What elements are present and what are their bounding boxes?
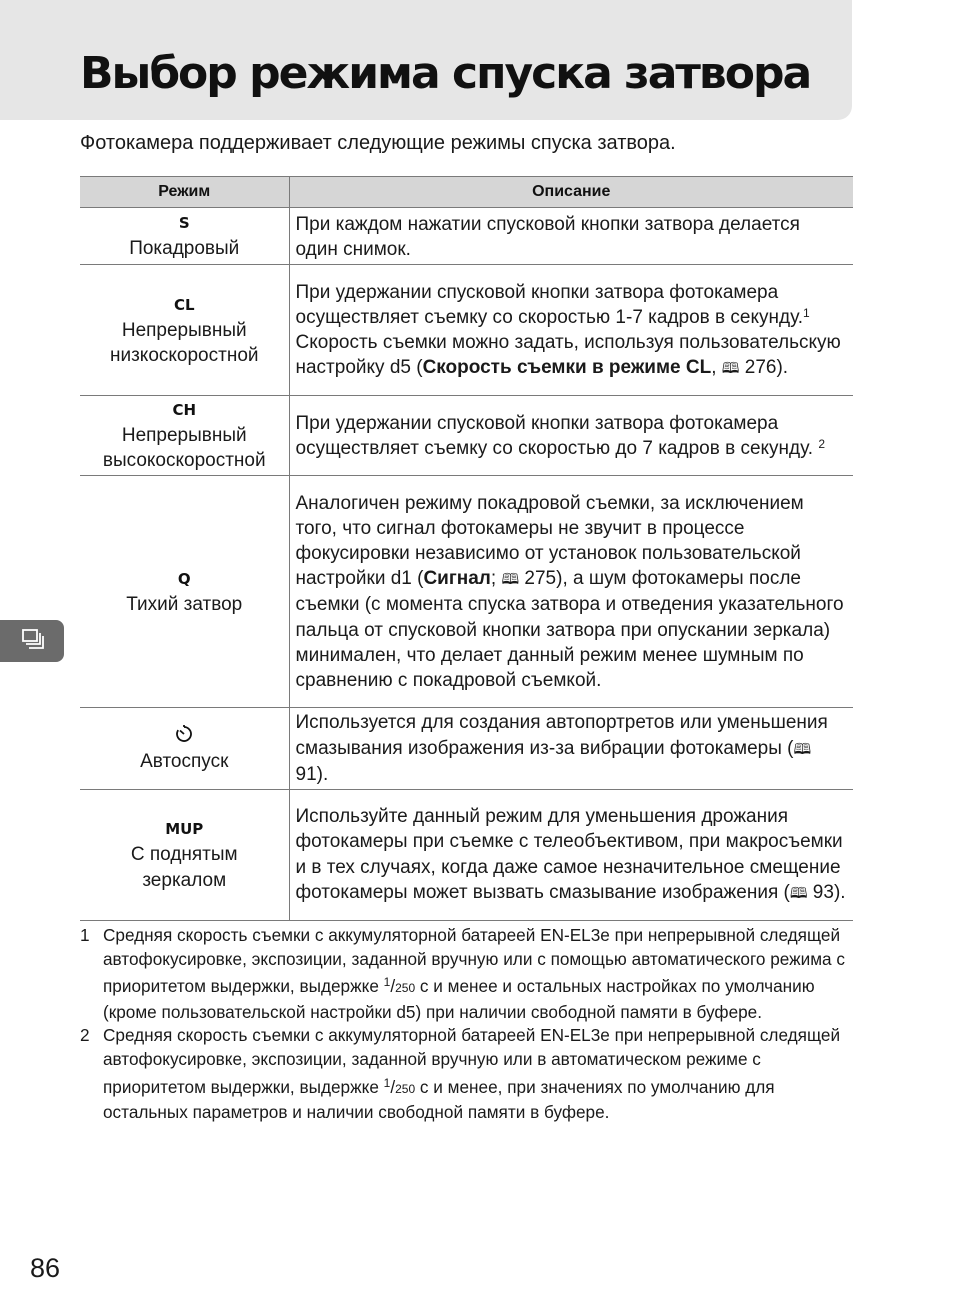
page-reference: 93). [807, 881, 846, 903]
footnote-number: 1 [80, 925, 90, 945]
self-timer-icon [174, 724, 194, 744]
side-tab [0, 620, 64, 662]
description-text: Аналогичен режиму покадровой съемки, за исключением того, что сигнал фотокамеры не звучит в процессе фокусировки независимо от установок пользовательской настройки d1 ( [295, 492, 804, 590]
mode-symbol-quiet: Q [177, 569, 191, 588]
footnotes [80, 924, 860, 1125]
mode-name: Тихий затвор [126, 593, 243, 615]
footnote-ref: 1 [802, 305, 810, 320]
page-reference: 275), а шум фотокамеры после съемки (с момента спуска затвора и отведения указательного пальца от спусковой кнопки затвора при опускании зеркала) минимален, что делает данный режим менее шумным по сравнению с покадровой съемкой. [295, 568, 844, 692]
description-text: При каждом нажатии спусковой кнопки затвора делается один снимок. [295, 214, 800, 261]
intro-text: Фотокамера поддерживает следующие режимы спуска затвора. [80, 132, 676, 154]
setting-name: Скорость съемки в режиме CL [422, 357, 712, 379]
book-icon: 🕮 [721, 359, 740, 378]
mode-cell [80, 396, 289, 476]
description-cell [289, 208, 853, 265]
footnote: 1 Средняя скорость съемки с аккумуляторной батареей EN-EL3e при непрерывной следящей автофокусировке, экспозиции, заданной вручную или с помощью автоматического режима с приоритетом выдержки, выдержке $^1$/250 с и менее и остальных настройках по умолчанию (кроме пользовательской настройки d5) при наличии свободной памяти в буфере. [80, 924, 860, 1024]
table-row [80, 708, 853, 790]
description-cell [289, 708, 853, 790]
mode-symbol-mup: MUP [165, 820, 204, 839]
page-number: 86 [30, 1253, 61, 1283]
fraction-numerator: 1 [383, 975, 391, 990]
fraction-numerator: 1 [383, 1075, 391, 1090]
fraction-denominator: 250 [395, 981, 416, 996]
fraction-denominator: 250 [395, 1081, 416, 1096]
mode-name: Покадровый [129, 238, 240, 260]
mode-name: низкоскоростной [109, 344, 259, 366]
description-cell [289, 396, 853, 476]
release-modes-table [80, 176, 853, 921]
footnote-text: Средняя скорость съемки с аккумуляторной батареей EN-EL3e при непрерывной следящей автофокусировке, экспозиции, заданной вручную или с помощью автоматического режима с приоритетом выдержки, выдержке [103, 925, 845, 997]
table-row [80, 208, 853, 265]
mode-name: С поднятым [130, 844, 238, 866]
mode-name: высокоскоростной [102, 450, 266, 472]
description-text: При удержании спусковой кнопки затвора фотокамера осуществляет съемку со скоростью 1-7 кадров в секунду. [295, 281, 803, 328]
mode-name: Непрерывный [121, 425, 247, 447]
footnote: 2 Средняя скорость съемки с аккумуляторной батареей EN-EL3e при непрерывной следящей автофокусировке, экспозиции, заданной вручную или в автоматическом режиме с приоритетом выдержки, выдержке $^1$/250 с и менее, при значениях по умолчанию для остальных параметров и наличии свободной памяти в буфере. [80, 1024, 860, 1124]
description-cell [289, 265, 853, 396]
mode-cell [80, 708, 289, 790]
mode-name: зеркалом [142, 869, 227, 891]
footnote-text: с и менее, при значениях по умолчанию для остальных параметров и наличии свободной памяти в буфере. [103, 1076, 775, 1123]
mode-name: Автоспуск [140, 750, 229, 772]
table-row [80, 396, 853, 476]
mode-cell [80, 208, 289, 265]
description-cell [289, 790, 853, 921]
mode-symbol-cl: CL [173, 295, 195, 314]
page-reference: 91). [295, 763, 329, 785]
header-mode: Режим [80, 177, 289, 208]
description-text: Скорость съемки можно задать, используя пользовательскую настройку d5 ( [295, 331, 841, 379]
description-text: , [711, 357, 722, 379]
table-row [80, 265, 853, 396]
mode-cell [80, 476, 289, 708]
description-text: Используйте данный режим для уменьшения дрожания фотокамеры при съемке с телеобъективом, при макросъемки и в тех случаях, когда даже самое незначительное смещение фотокамеры может вызвать смазывание изображения ( [295, 806, 843, 903]
setting-name: Сигнал [423, 568, 491, 590]
book-icon: 🕮 [501, 570, 520, 589]
book-icon: 🕮 [789, 883, 808, 902]
page-title: Выбор режима спуска затвора [80, 48, 811, 99]
page-reference: 276). [739, 357, 789, 379]
table-row [80, 476, 853, 708]
book-icon: 🕮 [793, 739, 812, 758]
mode-name: Непрерывный [121, 319, 247, 341]
description-cell [289, 476, 853, 708]
release-mode-icon [22, 629, 44, 651]
mode-symbol-single: S [178, 214, 190, 233]
mode-cell [80, 265, 289, 396]
table-header-row [80, 177, 853, 208]
description-text: Используется для создания автопортретов или уменьшения смазывания изображения из-за вибрации фотокамеры ( [295, 712, 828, 759]
mode-symbol-ch: CH [172, 401, 197, 420]
table-row [80, 790, 853, 921]
description-text: ; [490, 568, 502, 590]
footnote-text: Средняя скорость съемки с аккумуляторной батареей EN-EL3e при непрерывной следящей автофокусировке, экспозиции, заданной вручную или в автоматическом режиме с приоритетом выдержки, выдержке [103, 1025, 841, 1097]
footnote-text: с и менее и остальных настройках по умолчанию (кроме пользовательской настройки d5) при наличии свободной памяти в буфере. [103, 976, 815, 1022]
footnote-number: 2 [80, 1025, 90, 1046]
mode-cell [80, 790, 289, 921]
description-text: При удержании спусковой кнопки затвора фотокамера осуществляет съемку со скоростью до 7 кадров в секунду. [295, 412, 814, 459]
footnote-ref: 2 [818, 436, 825, 451]
header-description: Описание [289, 177, 853, 208]
